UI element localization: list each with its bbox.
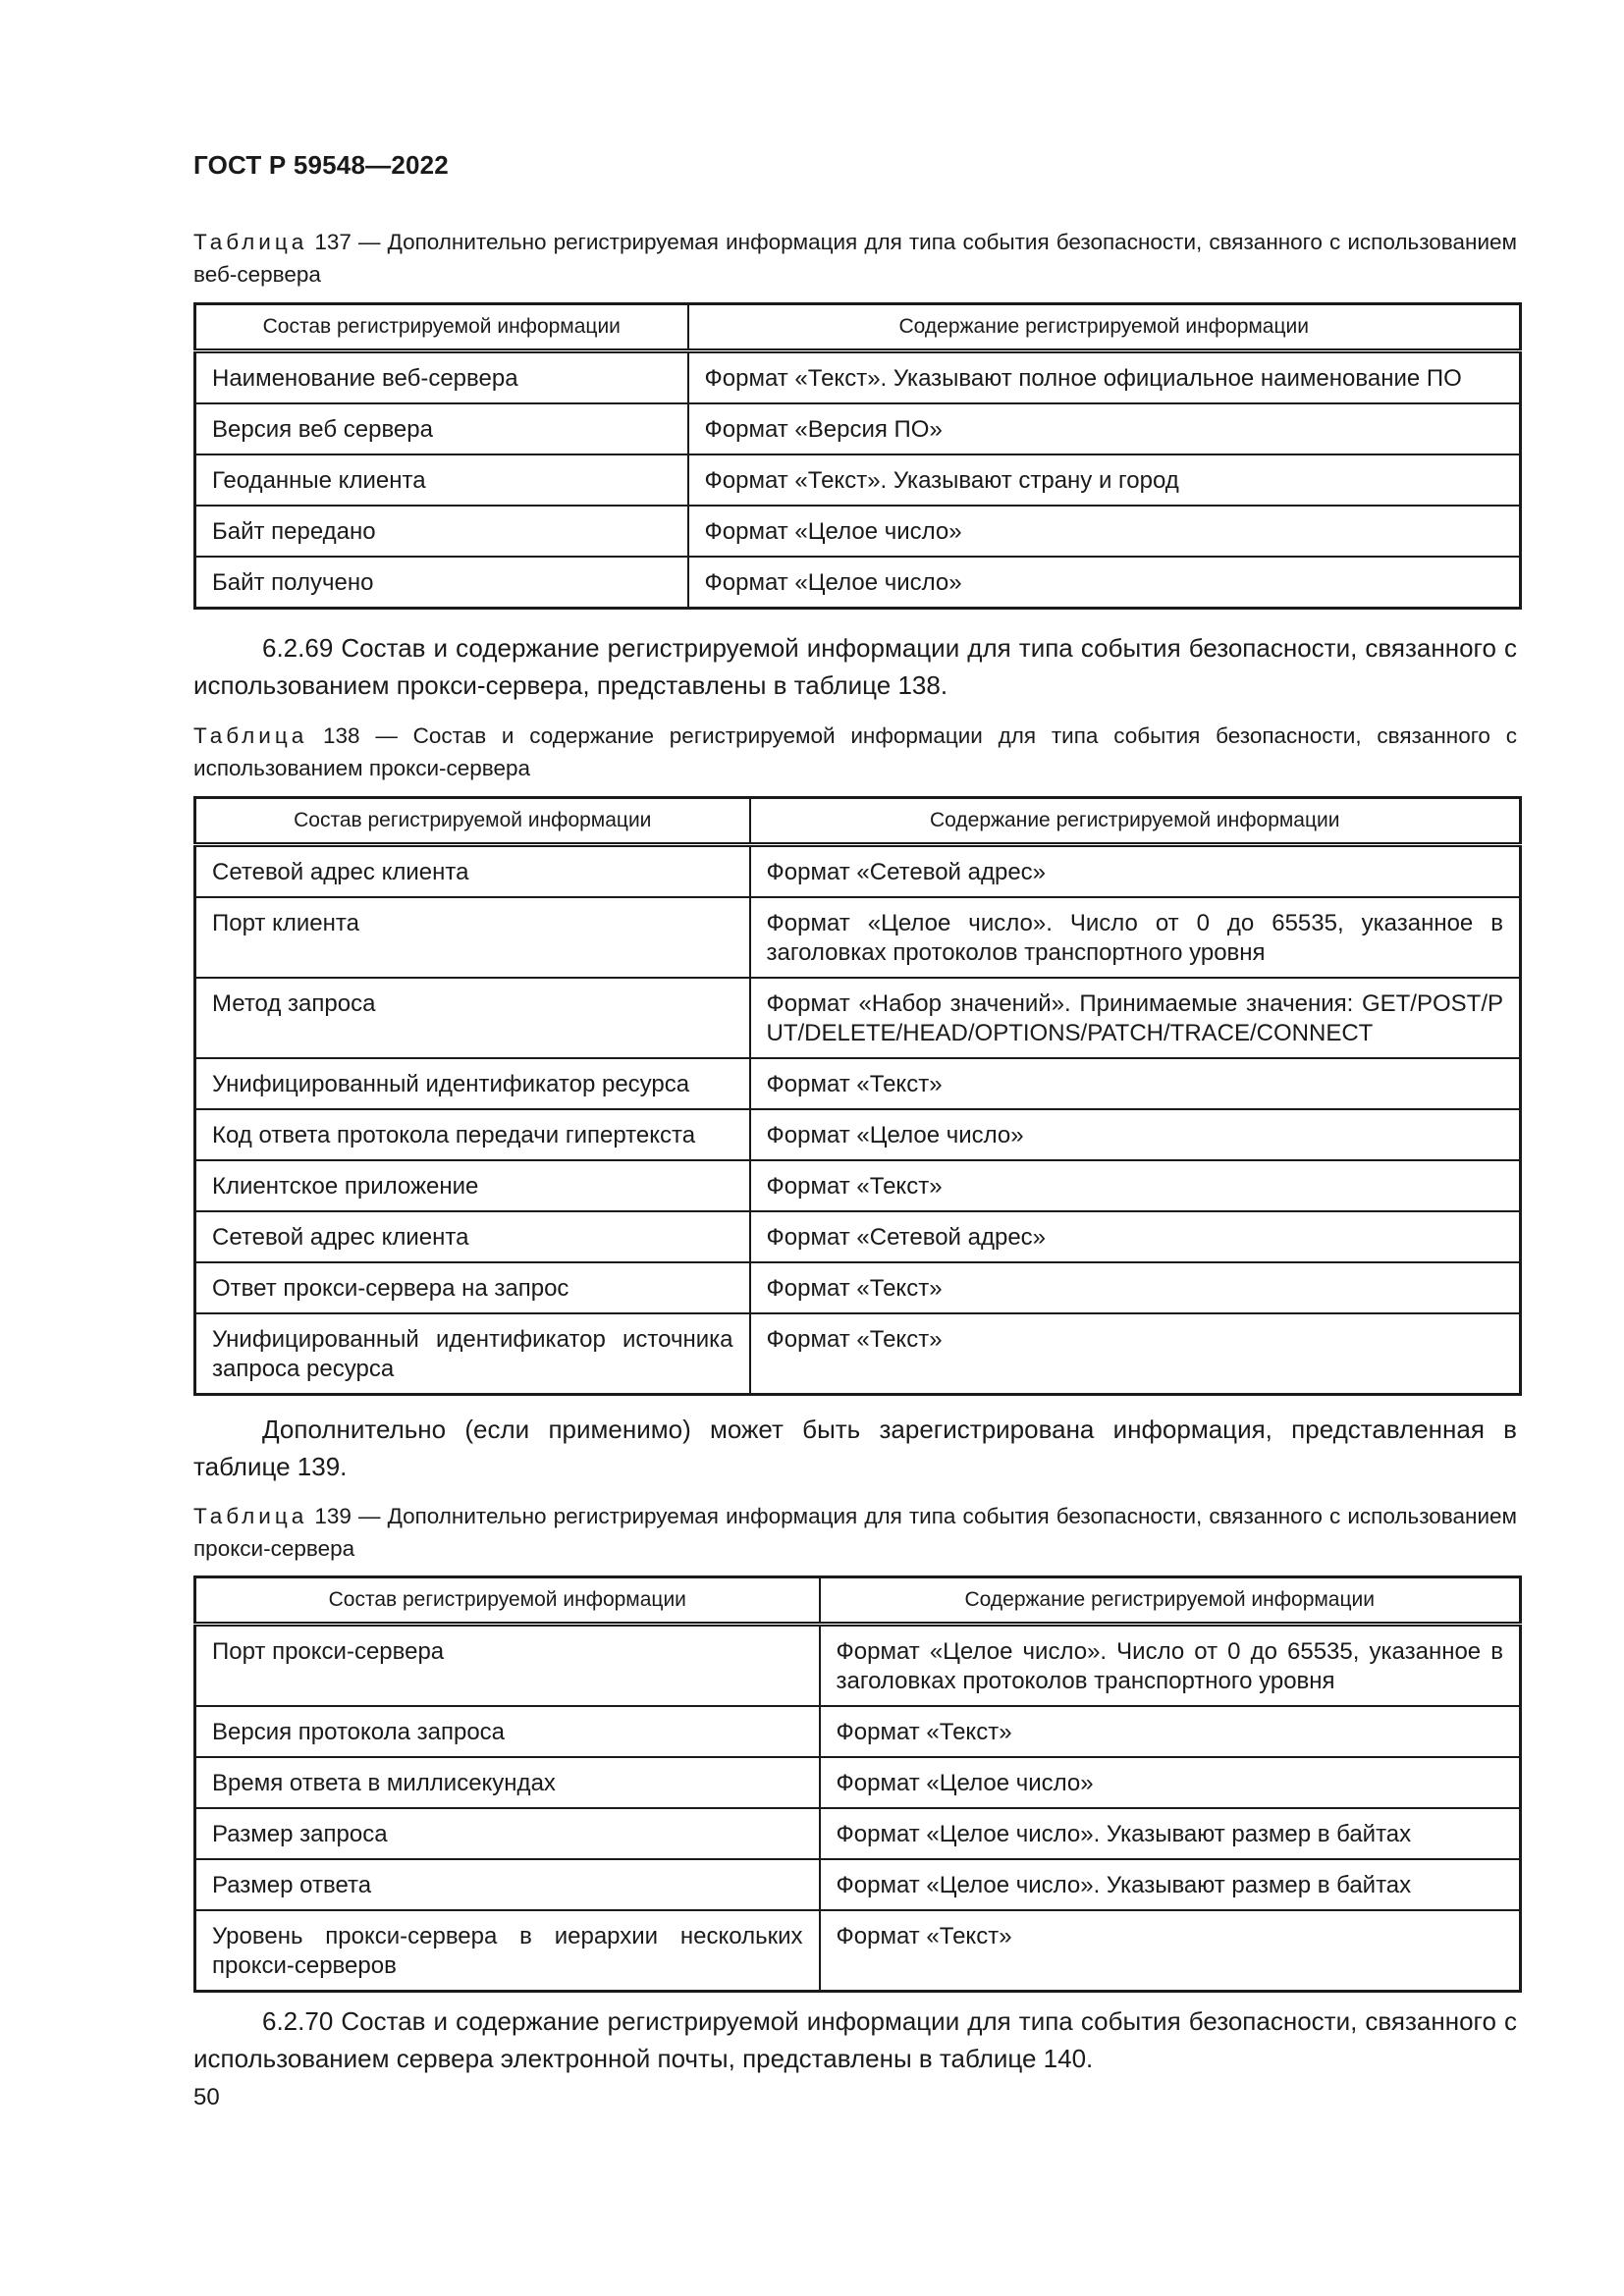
table-cell: Версия веб сервера xyxy=(195,403,688,454)
table-row xyxy=(195,897,1521,978)
table-138-caption xyxy=(193,720,1517,784)
table-cell: Формат «Сетевой адрес» xyxy=(750,1211,1521,1262)
column-header: Содержание регистрируемой информации xyxy=(820,1577,1521,1625)
column-header: Содержание регистрируемой информации xyxy=(688,304,1521,351)
caption-text: 137 — Дополнительно регистрируемая информация для типа события безопасности, связанного с использованием веб-сервера xyxy=(193,230,1517,287)
table-139-caption xyxy=(193,1500,1517,1565)
table-row xyxy=(195,454,1521,506)
table-row xyxy=(195,1859,1521,1910)
caption-text: 139 — Дополнительно регистрируемая информация для типа события безопасности, связанного с использованием прокси-сервера xyxy=(193,1504,1517,1561)
table-138 xyxy=(193,796,1522,1396)
table-row xyxy=(195,1058,1521,1109)
table-cell: Порт прокси-сервера xyxy=(195,1625,820,1707)
table-cell: Геоданные клиента xyxy=(195,454,688,506)
table-cell: Формат «Целое число» xyxy=(750,1109,1521,1160)
table-cell: Размер ответа xyxy=(195,1859,820,1910)
caption-word: Таблица xyxy=(193,723,308,748)
table-137-caption xyxy=(193,226,1517,291)
table-cell: Формат «Текст» xyxy=(750,1058,1521,1109)
table-cell: Время ответа в миллисекундах xyxy=(195,1757,820,1808)
table-cell: Порт клиента xyxy=(195,897,750,978)
table-row xyxy=(195,557,1521,609)
table-cell: Формат «Целое число». Указывают размер в байтах xyxy=(820,1808,1521,1859)
column-header: Состав регистрируемой информации xyxy=(195,304,688,351)
column-header: Содержание регистрируемой информации xyxy=(750,798,1521,845)
table-row xyxy=(195,1262,1521,1313)
page-number: 50 xyxy=(193,2084,220,2110)
table-cell: Формат «Целое число». Число от 0 до 65535, указанное в заголовках протоколов транспортного уровня xyxy=(750,897,1521,978)
table-cell: Формат «Целое число» xyxy=(688,506,1521,557)
table-cell: Формат «Целое число». Указывают размер в байтах xyxy=(820,1859,1521,1910)
table-cell: Унифицированный идентификатор ресурса xyxy=(195,1058,750,1109)
table-row xyxy=(195,1313,1521,1395)
table-cell: Байт получено xyxy=(195,557,688,609)
table-header-row xyxy=(195,798,1521,845)
table-cell: Код ответа протокола передачи гипертекста xyxy=(195,1109,750,1160)
table-cell: Метод запроса xyxy=(195,978,750,1058)
caption-word: Таблица xyxy=(193,230,308,254)
table-cell: Формат «Текст» xyxy=(750,1160,1521,1211)
table-header-row xyxy=(195,304,1521,351)
table-row xyxy=(195,403,1521,454)
table-cell: Формат «Текст» xyxy=(820,1910,1521,1992)
table-cell: Унифицированный идентификатор источника запроса ресурса xyxy=(195,1313,750,1395)
caption-word: Таблица xyxy=(193,1504,308,1528)
table-cell: Байт передано xyxy=(195,506,688,557)
table-row xyxy=(195,1109,1521,1160)
table-cell: Формат «Набор значений». Принимаемые значения: GET/POST/PUT/DELETE/HEAD/OPTIONS/PATCH/TRACE/CONNECT xyxy=(750,978,1521,1058)
table-cell: Клиентское приложение xyxy=(195,1160,750,1211)
table-cell: Формат «Версия ПО» xyxy=(688,403,1521,454)
table-139 xyxy=(193,1575,1522,1993)
column-header: Состав регистрируемой информации xyxy=(195,1577,820,1625)
table-cell: Формат «Текст» xyxy=(750,1262,1521,1313)
table-cell: Версия протокола запроса xyxy=(195,1706,820,1757)
table-row xyxy=(195,1211,1521,1262)
table-cell: Сетевой адрес клиента xyxy=(195,845,750,898)
paragraph-6-2-69: 6.2.69 Состав и содержание регистрируемой информации для типа события безопасности, связанного с использованием прокси-сервера, представлены в таблице 138. xyxy=(193,633,1517,700)
table-cell: Формат «Текст». Указывают полное официальное наименование ПО xyxy=(688,351,1521,404)
table-row xyxy=(195,1808,1521,1859)
table-cell: Формат «Целое число» xyxy=(820,1757,1521,1808)
table-row xyxy=(195,1160,1521,1211)
table-cell: Ответ прокси-сервера на запрос xyxy=(195,1262,750,1313)
table-cell: Формат «Целое число». Число от 0 до 65535, указанное в заголовках протоколов транспортного уровня xyxy=(820,1625,1521,1707)
table-cell: Размер запроса xyxy=(195,1808,820,1859)
paragraph-6-2-70: 6.2.70 Состав и содержание регистрируемой информации для типа события безопасности, связанного с использованием сервера электронной почты, представлены в таблице 140. xyxy=(193,2006,1517,2073)
caption-text: 138 — Состав и содержание регистрируемой информации для типа события безопасности, связанного с использованием прокси-сервера xyxy=(193,723,1517,780)
table-cell: Формат «Сетевой адрес» xyxy=(750,845,1521,898)
table-row xyxy=(195,506,1521,557)
table-cell: Наименование веб-сервера xyxy=(195,351,688,404)
table-cell: Формат «Целое число» xyxy=(688,557,1521,609)
table-row xyxy=(195,1757,1521,1808)
table-cell: Формат «Текст» xyxy=(750,1313,1521,1395)
table-row xyxy=(195,351,1521,404)
paragraph-additional: Дополнительно (если применимо) может быть зарегистрирована информация, представленная в таблице 139. xyxy=(193,1415,1517,1481)
table-row xyxy=(195,1706,1521,1757)
table-row xyxy=(195,1625,1521,1707)
table-row xyxy=(195,1910,1521,1992)
table-row xyxy=(195,978,1521,1058)
table-cell: Формат «Текст». Указывают страну и город xyxy=(688,454,1521,506)
table-cell: Сетевой адрес клиента xyxy=(195,1211,750,1262)
table-header-row xyxy=(195,1577,1521,1625)
table-cell: Формат «Текст» xyxy=(820,1706,1521,1757)
column-header: Состав регистрируемой информации xyxy=(195,798,750,845)
table-cell: Уровень прокси-сервера в иерархии нескольких прокси-серверов xyxy=(195,1910,820,1992)
document-code: ГОСТ Р 59548—2022 xyxy=(193,150,449,180)
table-137 xyxy=(193,302,1522,610)
table-row xyxy=(195,845,1521,898)
